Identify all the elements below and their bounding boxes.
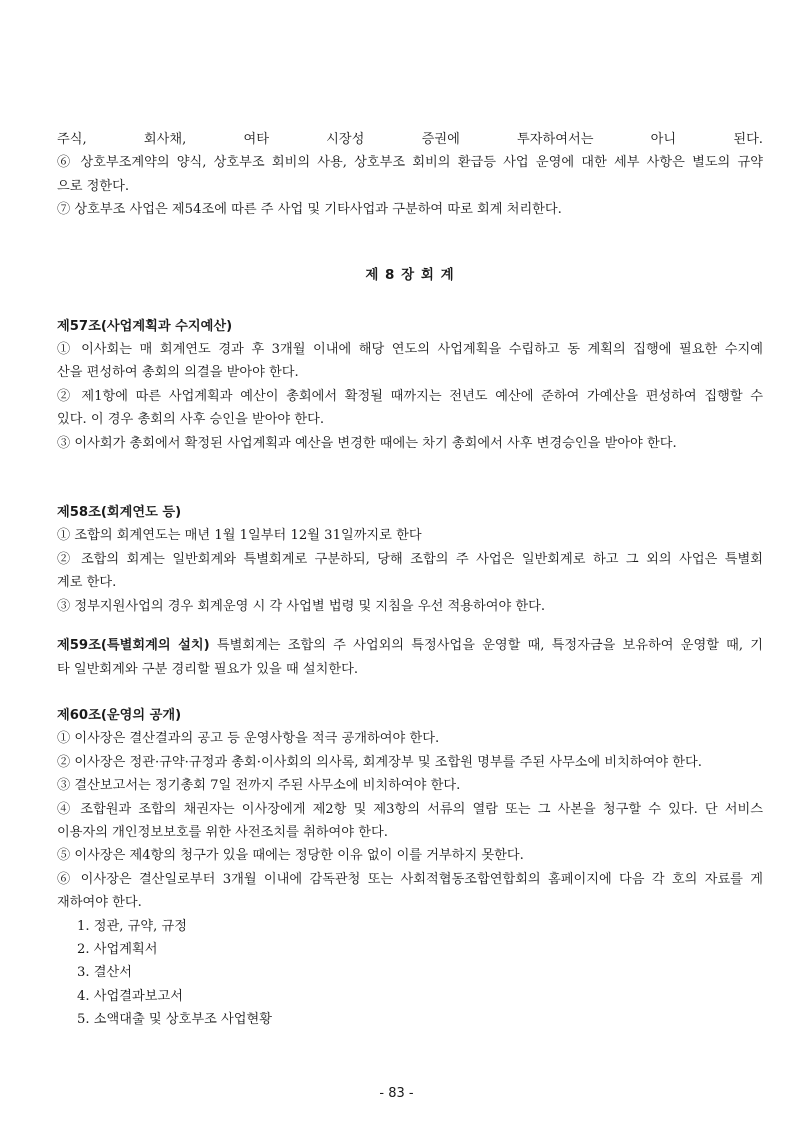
article-heading: 제57조(사업계획과 수지예산) — [57, 318, 233, 334]
article-heading: 제58조(회계연도 등) — [57, 505, 182, 521]
text-line: 산을 편성하여 총회의 의결을 받아야 한다. — [57, 365, 299, 381]
article-heading: 제60조(운영의 공개) — [57, 707, 182, 723]
text-line: ② 조합의 회계는 일반회계와 특별회계로 구분하되, 당해 조합의 주 사업은 일반회계로 하고 그 외의 사업은 특별회 — [57, 551, 763, 567]
list-item: 3. 결산서 — [77, 965, 132, 981]
text-line: ③ 정부지원사업의 경우 회계운영 시 각 사업별 법령 및 지침을 우선 적용하여야 한다. — [57, 598, 546, 614]
text-line: 으로 정한다. — [57, 178, 130, 194]
text-line: 이용자의 개인정보보호를 위한 사전조치를 취하여야 한다. — [57, 824, 388, 840]
text-line: 계로 한다. — [57, 575, 117, 591]
text-line: ① 조합의 회계연도는 매년 1월 1일부터 12월 31일까지로 한다 — [57, 528, 422, 544]
text-line: ① 이사회는 매 회계연도 경과 후 3개월 이내에 해당 연도의 사업계획을 수립하고 동 계획의 집행에 필요한 수지예 — [57, 342, 763, 358]
list-item: 5. 소액대출 및 상호부조 사업현황 — [77, 1012, 272, 1028]
text-line: 주식, 회사채, 여타 시장성 증권에 투자하여서는 아니 된다. — [57, 132, 763, 147]
continuation-section — [57, 128, 763, 222]
text-line: ⑤ 이사장은 제4항의 청구가 있을 때에는 정당한 이유 없이 이를 거부하지 못한다. — [57, 848, 524, 864]
text-line: 타 일반회계와 구분 경리할 필요가 있을 때 설치한다. — [57, 661, 359, 677]
text-line: ② 제1항에 따른 사업계획과 예산이 총회에서 확정될 때까지는 전년도 예산에 준하여 가예산을 편성하여 집행할 수 — [57, 388, 763, 404]
list-item: 1. 정관, 규약, 규정 — [77, 918, 187, 934]
text-line: ② 이사장은 정관·규약·규정과 총회·이사회의 의사록, 회계장부 및 조합원 명부를 주된 사무소에 비치하여야 한다. — [57, 754, 702, 770]
article-58 — [57, 501, 763, 618]
chapter-title: 제 8 장 회 계 — [365, 266, 455, 283]
article-57 — [57, 315, 763, 455]
text-line: ① 이사장은 결산결과의 공고 등 운영사항을 적극 공개하여야 한다. — [57, 731, 440, 747]
text-line — [57, 634, 763, 657]
text-line: ③ 결산보고서는 정기총회 7일 전까지 주된 사무소에 비치하여야 한다. — [57, 778, 461, 794]
list-item: 2. 사업계획서 — [77, 941, 158, 957]
article-60 — [57, 704, 763, 1032]
text-line: ⑥ 이사장은 결산일로부터 3개월 이내에 감독관청 또는 사회적협동조합연합회의 홈페이지에 다음 각 호의 자료를 게 — [57, 871, 763, 887]
text-line: ⑥ 상호부조계약의 양식, 상호부조 회비의 사용, 상호부조 회비의 환급등 사업 운영에 대한 세부 사항은 별도의 규약 — [57, 155, 763, 171]
list-item: 4. 사업결과보고서 — [77, 988, 183, 1004]
text-line: 있다. 이 경우 총회의 사후 승인을 받아야 한다. — [57, 412, 325, 428]
text-line: ⑦ 상호부조 사업은 제54조에 따른 주 사업 및 기타사업과 구분하여 따로 회계 처리한다. — [57, 202, 562, 218]
document-page — [57, 128, 763, 1032]
text-line: 재하여야 한다. — [57, 895, 142, 911]
page-number: - 83 - — [379, 1086, 414, 1101]
numbered-list — [57, 915, 763, 1032]
article-heading: 제59조(특별회계의 설치) — [57, 638, 210, 654]
text-line: ③ 이사회가 총회에서 확정된 사업계획과 예산을 변경한 때에는 차기 총회에서 사후 변경승인을 받아야 한다. — [57, 435, 677, 451]
article-text: 특별회계는 조합의 주 사업외의 특정사업을 운영할 때, 특정자금을 보유하여 운영할 때, 기 — [209, 638, 763, 654]
text-line: ④ 조합원과 조합의 채권자는 이사장에게 제2항 및 제3항의 서류의 열람 또는 그 사본을 청구할 수 있다. 단 서비스 — [57, 801, 763, 817]
article-59 — [57, 634, 763, 681]
